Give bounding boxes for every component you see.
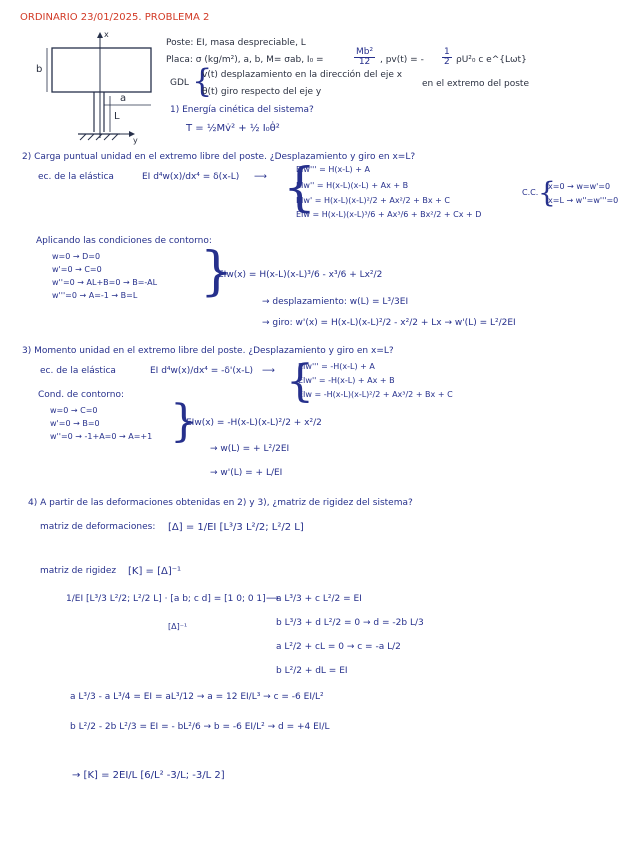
data-line-2: Placa: σ (kg/m²), a, b, M= σab, I₀ = bbox=[166, 55, 324, 65]
section2-integ-brace: { bbox=[283, 158, 317, 218]
section2-integ-3: EIw' = H(x-L)(x-L)²/2 + Ax²/2 + Bx + C bbox=[296, 196, 450, 205]
section2-result-1: EIw(x) = H(x-L)(x-L)³/6 - x³/6 + Lx²/2 bbox=[218, 270, 383, 280]
data-line-1: Poste: EI, masa despreciable, L bbox=[166, 38, 306, 48]
section2-title: 2) Carga puntual unidad en el extremo libre del poste. ¿Desplazamiento y giro en x=L? bbox=[22, 152, 416, 162]
eq-1: a L³/3 + c L²/2 = EI bbox=[276, 594, 362, 604]
pv-fraction: $\frac{1}{2}$ bbox=[444, 47, 450, 68]
data-line-2c: ρU²₀ c e^{Lωt} bbox=[456, 55, 527, 65]
kinetic-energy-equation: T = ½Mv̇² + ½ I₀θ̇² bbox=[186, 123, 280, 134]
section1-title: 1) Energía cinética del sistema? bbox=[170, 105, 314, 115]
section2-result-3: → giro: w'(x) = H(x-L)(x-L)²/2 - x²/2 + Lx → w'(L) = L²/2EI bbox=[262, 318, 516, 328]
cc-2: x=L → w''=w'''=0 bbox=[548, 196, 618, 205]
conditions-brace: } bbox=[200, 242, 234, 302]
section3-result-2: → w(L) = + L²/2EI bbox=[210, 444, 290, 454]
eq-3: a L²/2 + cL = 0 → c = -a L/2 bbox=[276, 642, 401, 652]
section3-cond-1: w=0 → C=0 bbox=[50, 406, 98, 415]
section2-arrow: ⟶ bbox=[254, 172, 267, 182]
gdl-1: v(t) desplazamiento en la dirección del eje x bbox=[202, 70, 403, 80]
section2-integ-1: EIw''' = H(x-L) + A bbox=[296, 165, 370, 174]
cc-brace: { bbox=[538, 176, 556, 209]
system-equation: 1/EI [L³/3 L²/2; L²/2 L] · [a b; c d] = [1 0; 0 1] bbox=[66, 594, 266, 604]
section3-cond-label: Cond. de contorno: bbox=[38, 390, 125, 400]
axis-x-label: x bbox=[104, 30, 109, 39]
section3-arrow: ⟶ bbox=[262, 366, 275, 376]
matrig-label: matriz de rigidez bbox=[40, 566, 117, 576]
stiffness-matrix-result: → [K] = 2EI/L [6/L² -3/L; -3/L 2] bbox=[72, 770, 225, 781]
gdl-end: en el extremo del poste bbox=[422, 79, 529, 89]
section3-cond-3: w''=0 → -1+A=0 → A=+1 bbox=[50, 432, 153, 441]
section3-integ-brace: { bbox=[286, 356, 314, 407]
section2-integ-2: EIw'' = H(x-L)(x-L) + Ax + B bbox=[296, 181, 409, 190]
section4-title: 4) A partir de las deformaciones obtenidas en 2) y 3), ¿matriz de rigidez del sistema? bbox=[28, 498, 413, 508]
section2-integ-4: EIw = H(x-L)(x-L)³/6 + Ax³/6 + Bx²/2 + Cx + D bbox=[296, 210, 482, 219]
section2-result-2: → desplazamiento: w(L) = L³/3EI bbox=[262, 297, 409, 307]
page-title: ORDINARIO 23/01/2025. PROBLEMA 2 bbox=[20, 12, 210, 23]
inverse-label: [Δ]⁻¹ bbox=[168, 622, 188, 631]
section3-result-3: → w'(L) = + L/EI bbox=[210, 468, 283, 478]
eq-2: b L³/3 + d L²/2 = 0 → d = -2b L/3 bbox=[276, 618, 424, 628]
I0-fraction: $\frac{\text{Mb²}}{12}$ bbox=[356, 47, 374, 68]
label-a: a bbox=[120, 93, 127, 104]
solution-2: b L²/2 - 2b L²/3 = EI = - bL²/6 → b = -6 EI/L² → d = +4 EI/L bbox=[70, 722, 330, 732]
gdl-2: θ(t) giro respecto del eje y bbox=[202, 87, 322, 97]
condition-3: w''=0 → AL+B=0 → B=-AL bbox=[52, 278, 158, 287]
cc-1: x=0 → w=w'=0 bbox=[548, 182, 611, 191]
section3-ec-label: ec. de la elástica bbox=[40, 366, 116, 376]
matrig-equation: [K] = [Δ]⁻¹ bbox=[128, 566, 182, 577]
cc-label: C.C. bbox=[522, 188, 539, 197]
label-b: b bbox=[36, 64, 43, 75]
section3-result-1: EIw(x) = -H(x-L)(x-L)²/2 + x²/2 bbox=[186, 418, 322, 428]
section3-integ-2: EIw'' = -H(x-L) + Ax + B bbox=[298, 376, 395, 385]
matdef-matrix: [Δ] = 1/EI [L³/3 L²/2; L²/2 L] bbox=[168, 522, 304, 533]
eq-4: b L²/2 + dL = EI bbox=[276, 666, 348, 676]
section2-ec-equation: EI d⁴w(x)/dx⁴ = δ(x-L) bbox=[142, 172, 240, 182]
section3-ec-equation: EI d⁴w(x)/dx⁴ = -δ'(x-L) bbox=[150, 366, 254, 376]
section3-integ-1: EIw''' = -H(x-L) + A bbox=[298, 362, 375, 371]
section3-cond-brace: } bbox=[170, 396, 198, 447]
apply-conditions-label: Aplicando las condiciones de contorno: bbox=[36, 236, 212, 246]
condition-2: w'=0 → C=0 bbox=[52, 265, 102, 274]
gdl-brace: { bbox=[192, 62, 213, 100]
gdl-label: GDL bbox=[170, 78, 189, 88]
axis-y-label: y bbox=[133, 136, 138, 145]
system-arrow: ⟶ bbox=[266, 594, 279, 604]
matdef-label: matriz de deformaciones: bbox=[40, 522, 156, 532]
label-L: L bbox=[114, 111, 120, 122]
section3-title: 3) Momento unidad en el extremo libre del poste. ¿Desplazamiento y giro en x=L? bbox=[22, 346, 394, 356]
data-line-2b: , pv(t) = - bbox=[380, 55, 424, 65]
condition-4: w'''=0 → A=-1 → B=L bbox=[52, 291, 138, 300]
condition-1: w=0 → D=0 bbox=[52, 252, 101, 261]
section3-integ-3: EIw = -H(x-L)(x-L)²/2 + Ax³/2 + Bx + C bbox=[298, 390, 453, 399]
section2-ec-label: ec. de la elástica bbox=[38, 172, 114, 182]
solution-1: a L³/3 - a L³/4 = EI = aL³/12 → a = 12 EI/L³ → c = -6 EI/L² bbox=[70, 692, 324, 702]
section3-cond-2: w'=0 → B=0 bbox=[50, 419, 100, 428]
